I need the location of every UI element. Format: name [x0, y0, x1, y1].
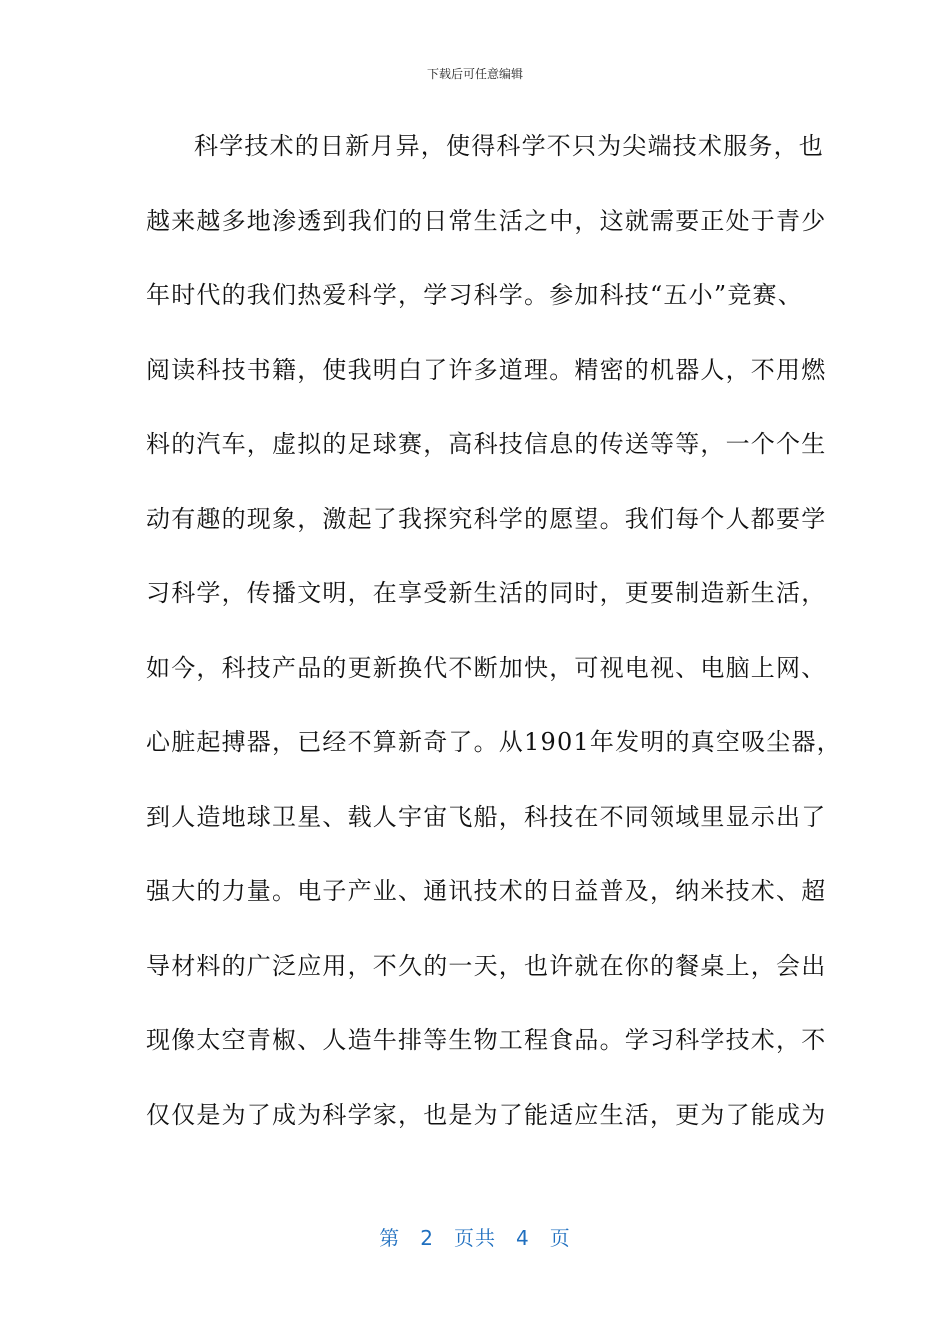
page-footer — [0, 1224, 950, 1252]
text-line: 科学技术的日新月异，使得科学不只为尖端技术服务，也 — [194, 132, 824, 160]
text-line: 现像太空青椒、人造牛排等生物工程食品。学习科学技术，不 — [146, 1026, 827, 1054]
page-suffix: 页 — [549, 1226, 571, 1250]
text-line: 年时代的我们热爱科学，学习科学。参加科技“五小”竞赛、 — [146, 281, 803, 309]
document-body — [146, 124, 842, 1167]
text-line: 动有趣的现象，激起了我探究科学的愿望。我们每个人都要学 — [146, 504, 827, 533]
text-line: 强大的力量。电子产业、通讯技术的日益普及，纳米技术、超 — [146, 877, 827, 905]
page-total-number: 4 — [516, 1226, 530, 1250]
text-line: 到人造地球卫星、载人宇宙飞船，科技在不同领域里显示出了 — [146, 802, 827, 831]
text-line: 越来越多地渗透到我们的日常生活之中，这就需要正处于青少 — [146, 206, 827, 235]
text-line: 阅读科技书籍，使我明白了许多道理。精密的机器人，不用燃 — [146, 355, 827, 384]
text-line: 心脏起搏器，已经不算新奇了。从1901年发明的真空吸尘器， — [146, 728, 842, 756]
page-header: 下载后可任意编辑 — [426, 67, 523, 81]
page-prefix: 第 — [379, 1226, 401, 1250]
text-line: 导材料的广泛应用，不久的一天，也许就在你的餐桌上，会出 — [146, 951, 827, 980]
text-line: 习科学，传播文明，在享受新生活的同时，更要制造新生活， — [146, 579, 827, 607]
text-line: 如今，科技产品的更新换代不断加快，可视电视、电脑上网、 — [146, 653, 827, 682]
text-line: 仅仅是为了成为科学家，也是为了能适应生活，更为了能成为 — [146, 1100, 827, 1129]
page-mid: 页共 — [454, 1226, 496, 1250]
text-line: 料的汽车，虚拟的足球赛，高科技信息的传送等等，一个个生 — [146, 430, 827, 458]
page-current-number: 2 — [420, 1226, 434, 1250]
